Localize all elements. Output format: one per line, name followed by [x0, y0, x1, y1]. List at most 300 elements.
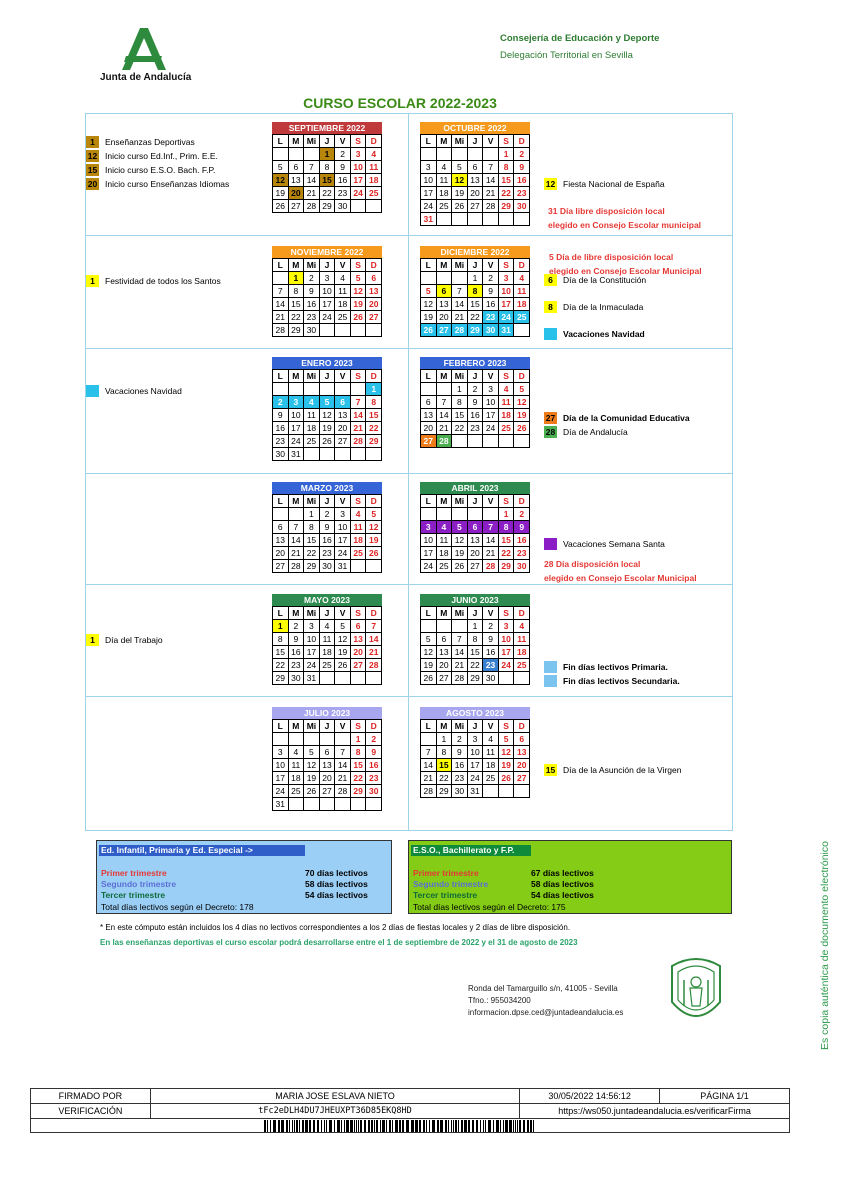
- day-cell: 23: [366, 772, 382, 785]
- day-cell: 31: [273, 798, 289, 811]
- day-cell: 29: [499, 560, 515, 573]
- empty-cell: [335, 672, 351, 685]
- weekday-header: D: [514, 495, 530, 508]
- note-octubre: [548, 204, 701, 232]
- day-cell: 15: [468, 646, 484, 659]
- firmado-label: FIRMADO POR: [31, 1089, 151, 1104]
- barcode-bar: [483, 1120, 484, 1132]
- empty-cell: [499, 435, 515, 448]
- barcode-bar: [513, 1120, 514, 1132]
- weekday-header: J: [468, 370, 484, 383]
- day-cell: 20: [437, 311, 453, 324]
- summary-label: Tercer trimestre: [101, 890, 166, 900]
- month-title: MAYO 2023: [272, 594, 382, 606]
- barcode-bar: [476, 1120, 478, 1132]
- empty-cell: [335, 324, 351, 337]
- day-cell: 8: [273, 633, 289, 646]
- day-cell: 23: [320, 547, 336, 560]
- legend-text: Vacaciones Navidad: [563, 329, 645, 339]
- empty-cell: [437, 148, 453, 161]
- day-cell: 28: [437, 435, 453, 448]
- day-cell: 13: [335, 409, 351, 422]
- day-cell: 22: [452, 422, 468, 435]
- day-cell: 3: [499, 620, 515, 633]
- day-cell: 29: [499, 200, 515, 213]
- day-cell: 27: [335, 435, 351, 448]
- weekday-header: D: [366, 607, 382, 620]
- day-cell: 23: [335, 187, 351, 200]
- day-cell: 17: [421, 547, 437, 560]
- barcode-bar: [423, 1120, 425, 1132]
- day-cell: 12: [421, 646, 437, 659]
- empty-cell: [289, 148, 305, 161]
- logo-text: Junta de Andalucía: [100, 72, 192, 83]
- day-cell: 2: [273, 396, 289, 409]
- day-cell: 20: [351, 646, 367, 659]
- barcode-bar: [305, 1120, 308, 1132]
- day-cell: 5: [335, 620, 351, 633]
- day-cell: 7: [351, 396, 367, 409]
- day-cell: 24: [320, 311, 336, 324]
- empty-cell: [273, 733, 289, 746]
- day-cell: 9: [483, 285, 499, 298]
- day-cell: 9: [289, 633, 305, 646]
- weekday-header: S: [351, 259, 367, 272]
- day-cell: 9: [320, 521, 336, 534]
- weekday-header: Mi: [304, 370, 320, 383]
- day-cell: 12: [452, 534, 468, 547]
- barcode-bar: [519, 1120, 521, 1132]
- day-cell: 29: [273, 672, 289, 685]
- day-cell: 6: [468, 521, 484, 534]
- weekday-header: S: [351, 720, 367, 733]
- day-cell: 23: [514, 547, 530, 560]
- summary-head: E.S.O., Bachillerato y F.P.: [411, 845, 531, 856]
- day-cell: 14: [483, 174, 499, 187]
- address-line: Ronda del Tamarguillo s/n, 41005 - Sevilla: [468, 984, 618, 993]
- pagina: PÁGINA 1/1: [660, 1089, 790, 1104]
- day-cell: 26: [514, 422, 530, 435]
- day-cell: 25: [351, 547, 367, 560]
- day-cell: 31: [335, 560, 351, 573]
- barcode-bar: [278, 1120, 280, 1132]
- day-cell: 17: [351, 174, 367, 187]
- day-cell: 16: [289, 646, 305, 659]
- month-grid: [420, 606, 530, 685]
- empty-cell: [273, 383, 289, 396]
- day-cell: 23: [514, 187, 530, 200]
- day-cell: 10: [499, 633, 515, 646]
- barcode-bar: [337, 1120, 340, 1132]
- empty-cell: [320, 383, 336, 396]
- weekday-header: M: [437, 370, 453, 383]
- month-grid: [420, 369, 530, 448]
- barcode-bar: [458, 1120, 459, 1132]
- day-cell: 5: [320, 396, 336, 409]
- day-cell: 27: [320, 785, 336, 798]
- day-cell: 13: [289, 174, 305, 187]
- day-cell: 10: [421, 174, 437, 187]
- day-cell: 18: [483, 759, 499, 772]
- barcode-bar: [485, 1120, 486, 1132]
- weekday-header: J: [320, 135, 336, 148]
- legend-item: [544, 661, 668, 673]
- day-cell: 17: [483, 409, 499, 422]
- verificacion-label: VERIFICACIÓN: [31, 1104, 151, 1119]
- summary-label: Tercer trimestre: [413, 890, 478, 900]
- day-cell: 17: [421, 187, 437, 200]
- weekday-header: J: [320, 720, 336, 733]
- day-cell: 8: [289, 285, 305, 298]
- legend-item: [86, 385, 182, 397]
- day-cell: 12: [421, 298, 437, 311]
- empty-cell: [366, 200, 382, 213]
- weekday-header: V: [483, 495, 499, 508]
- legend-text: Inicio curso Enseñanzas Idiomas: [105, 179, 230, 189]
- month-title: NOVIEMBRE 2022: [272, 246, 382, 258]
- day-cell: 24: [335, 547, 351, 560]
- empty-cell: [289, 508, 305, 521]
- day-cell: 15: [273, 646, 289, 659]
- day-cell: 1: [273, 620, 289, 633]
- empty-cell: [351, 383, 367, 396]
- weekday-header: J: [468, 259, 484, 272]
- note-line: elegido en Consejo Escolar Municipal: [544, 573, 697, 583]
- day-cell: 29: [437, 785, 453, 798]
- month-title: MARZO 2023: [272, 482, 382, 494]
- day-cell: 27: [468, 200, 484, 213]
- weekday-header: L: [273, 370, 289, 383]
- day-cell: 1: [304, 508, 320, 521]
- barcode-bar: [341, 1120, 342, 1132]
- day-cell: 19: [452, 187, 468, 200]
- vertical-authenticity-text: [819, 841, 833, 1064]
- barcode-bar: [382, 1120, 385, 1132]
- day-cell: 19: [421, 311, 437, 324]
- day-cell: 16: [366, 759, 382, 772]
- weekday-header: J: [468, 607, 484, 620]
- day-cell: 7: [452, 285, 468, 298]
- day-cell: 31: [499, 324, 515, 337]
- day-cell: 21: [273, 311, 289, 324]
- barcode-bar: [505, 1120, 508, 1132]
- day-cell: 6: [421, 396, 437, 409]
- weekday-header: M: [437, 135, 453, 148]
- barcode-bar: [309, 1120, 311, 1132]
- day-cell: 16: [452, 759, 468, 772]
- day-cell: 18: [335, 298, 351, 311]
- empty-cell: [289, 383, 305, 396]
- day-cell: 12: [351, 285, 367, 298]
- empty-cell: [421, 383, 437, 396]
- day-cell: 22: [499, 547, 515, 560]
- day-cell: 19: [366, 534, 382, 547]
- day-cell: 26: [351, 311, 367, 324]
- summary-value: 54 días lectivos: [305, 890, 368, 900]
- barcode-bar: [350, 1120, 353, 1132]
- divider: [85, 696, 733, 697]
- day-cell: 4: [320, 620, 336, 633]
- day-cell: 14: [304, 174, 320, 187]
- day-cell: 2: [514, 148, 530, 161]
- empty-cell: [483, 148, 499, 161]
- day-cell: 9: [452, 746, 468, 759]
- day-cell: 5: [452, 521, 468, 534]
- barcode-bar: [464, 1120, 467, 1132]
- legend-text: Vacaciones Semana Santa: [563, 539, 665, 549]
- day-cell: 1: [499, 508, 515, 521]
- day-cell: 5: [351, 272, 367, 285]
- empty-cell: [304, 383, 320, 396]
- weekday-header: D: [514, 135, 530, 148]
- day-cell: 29: [366, 435, 382, 448]
- day-cell: 28: [483, 560, 499, 573]
- legend-text: Fin días lectivos Primaria.: [563, 662, 668, 672]
- barcode-bar: [386, 1120, 387, 1132]
- legend-item: [86, 634, 163, 646]
- legend-swatch: 15: [87, 165, 98, 175]
- note-line: 31 Día libre disposición local: [548, 206, 665, 216]
- legend-swatch: 1: [86, 275, 99, 287]
- day-cell: 3: [351, 148, 367, 161]
- verificacion-url[interactable]: https://ws050.juntadeandalucia.es/verificarFirma: [520, 1104, 790, 1119]
- day-cell: 21: [452, 311, 468, 324]
- weekday-header: L: [273, 495, 289, 508]
- barcode-bar: [480, 1120, 481, 1132]
- empty-cell: [483, 508, 499, 521]
- divider: [85, 348, 733, 349]
- barcode-bar: [368, 1120, 370, 1132]
- day-cell: 25: [366, 187, 382, 200]
- barcode-bar: [503, 1120, 504, 1132]
- day-cell: 5: [421, 285, 437, 298]
- day-cell: 15: [499, 174, 515, 187]
- empty-cell: [320, 448, 336, 461]
- day-cell: 28: [289, 560, 305, 573]
- legend-text: Día de la Asunción de la Virgen: [563, 765, 682, 775]
- day-cell: 21: [421, 772, 437, 785]
- weekday-header: V: [483, 135, 499, 148]
- weekday-header: S: [351, 135, 367, 148]
- footnote: * En este cómputo están incluidos los 4 días no lectivos correspondientes a los 2 días de fiestas locales y 2 días de libre disposición.: [100, 923, 571, 932]
- empty-cell: [366, 560, 382, 573]
- day-cell: 25: [514, 311, 530, 324]
- day-cell: 22: [437, 772, 453, 785]
- day-cell: 24: [483, 422, 499, 435]
- note-abril: [544, 557, 697, 585]
- day-cell: 7: [483, 521, 499, 534]
- day-cell: 31: [289, 448, 305, 461]
- day-cell: 26: [499, 772, 515, 785]
- day-cell: 10: [468, 746, 484, 759]
- day-cell: 21: [351, 422, 367, 435]
- month-calendar: [420, 707, 530, 798]
- barcode-bar: [296, 1120, 298, 1132]
- day-cell: 9: [335, 161, 351, 174]
- weekday-header: L: [421, 135, 437, 148]
- legend-item: [86, 164, 215, 176]
- barcode-bar: [317, 1120, 319, 1132]
- empty-cell: [366, 672, 382, 685]
- day-cell: 18: [437, 547, 453, 560]
- day-cell: 14: [421, 759, 437, 772]
- day-cell: 4: [335, 272, 351, 285]
- day-cell: 17: [499, 298, 515, 311]
- day-cell: 23: [273, 435, 289, 448]
- day-cell: 10: [304, 633, 320, 646]
- month-calendar: [272, 122, 382, 213]
- note-diciembre: [549, 250, 702, 278]
- day-cell: 27: [514, 772, 530, 785]
- day-cell: 10: [289, 409, 305, 422]
- summary-value: 70 días lectivos: [305, 868, 368, 878]
- empty-cell: [514, 672, 530, 685]
- day-cell: 24: [289, 435, 305, 448]
- day-cell: 20: [320, 772, 336, 785]
- day-cell: 1: [437, 733, 453, 746]
- empty-cell: [468, 148, 484, 161]
- day-cell: 4: [514, 620, 530, 633]
- weekday-header: S: [499, 259, 515, 272]
- barcode-bar: [334, 1120, 335, 1132]
- empty-cell: [273, 148, 289, 161]
- weekday-header: L: [421, 495, 437, 508]
- day-cell: 11: [514, 285, 530, 298]
- weekday-header: D: [366, 259, 382, 272]
- day-cell: 28: [421, 785, 437, 798]
- day-cell: 1: [499, 148, 515, 161]
- barcode-bar: [515, 1120, 516, 1132]
- summary-label: Segundo trimestre: [101, 879, 177, 889]
- legend-item: [544, 328, 645, 340]
- legend-text: Enseñanzas Deportivas: [105, 137, 195, 147]
- note-line: 28 Día disposición local: [544, 559, 641, 569]
- day-cell: 27: [437, 324, 453, 337]
- month-calendar: [272, 246, 382, 337]
- weekday-header: J: [468, 720, 484, 733]
- day-cell: 7: [273, 285, 289, 298]
- day-cell: 3: [320, 272, 336, 285]
- summary-label: Segundo trimestre: [413, 879, 489, 889]
- barcode-bar: [358, 1120, 359, 1132]
- weekday-header: D: [514, 370, 530, 383]
- day-cell: 24: [351, 187, 367, 200]
- legend-text: Vacaciones Navidad: [105, 386, 182, 396]
- day-cell: 6: [351, 620, 367, 633]
- empty-cell: [335, 798, 351, 811]
- barcode-bar: [517, 1120, 518, 1132]
- day-cell: 24: [273, 785, 289, 798]
- weekday-header: V: [335, 607, 351, 620]
- barcode-bar: [286, 1120, 288, 1132]
- barcode-bar: [461, 1120, 463, 1132]
- day-cell: 8: [304, 521, 320, 534]
- weekday-header: J: [320, 607, 336, 620]
- day-cell: 30: [289, 672, 305, 685]
- legend-swatch: 27: [545, 413, 556, 423]
- weekday-header: M: [437, 607, 453, 620]
- day-cell: 20: [437, 659, 453, 672]
- day-cell: 8: [351, 746, 367, 759]
- weekday-header: L: [273, 607, 289, 620]
- barcode-bar: [440, 1120, 443, 1132]
- day-cell: 27: [289, 200, 305, 213]
- page-title: CURSO ESCOLAR 2022-2023: [303, 95, 497, 111]
- day-cell: 9: [468, 396, 484, 409]
- day-cell: 19: [351, 298, 367, 311]
- day-cell: 23: [452, 772, 468, 785]
- weekday-header: Mi: [452, 259, 468, 272]
- day-cell: 3: [304, 620, 320, 633]
- legend-item: [86, 136, 195, 148]
- weekday-header: V: [483, 259, 499, 272]
- legend-text: Día de la Inmaculada: [563, 302, 644, 312]
- note-line: elegido en Consejo Escolar Municipal: [549, 266, 702, 276]
- day-cell: 24: [421, 560, 437, 573]
- day-cell: 8: [499, 161, 515, 174]
- divider: [85, 473, 733, 474]
- day-cell: 14: [366, 633, 382, 646]
- empty-cell: [289, 798, 305, 811]
- day-cell: 6: [437, 285, 453, 298]
- legend-text: Inicio curso E.S.O. Bach. F.P.: [105, 165, 216, 175]
- legend-text: Fiesta Nacional de España: [563, 179, 665, 189]
- month-calendar: [272, 357, 382, 461]
- day-cell: 26: [421, 324, 437, 337]
- day-cell: 25: [335, 311, 351, 324]
- weekday-header: M: [289, 607, 305, 620]
- day-cell: 30: [452, 785, 468, 798]
- day-cell: 24: [421, 200, 437, 213]
- empty-cell: [514, 213, 530, 226]
- day-cell: 5: [304, 746, 320, 759]
- day-cell: 1: [366, 383, 382, 396]
- day-cell: 27: [273, 560, 289, 573]
- day-cell: 10: [483, 396, 499, 409]
- empty-cell: [483, 213, 499, 226]
- day-cell: 23: [468, 422, 484, 435]
- day-cell: 26: [273, 200, 289, 213]
- weekday-header: V: [335, 720, 351, 733]
- weekday-header: D: [514, 607, 530, 620]
- weekday-header: V: [483, 720, 499, 733]
- day-cell: 5: [514, 383, 530, 396]
- day-cell: 1: [452, 383, 468, 396]
- empty-cell: [320, 324, 336, 337]
- day-cell: 17: [499, 646, 515, 659]
- day-cell: 30: [366, 785, 382, 798]
- barcode-bar: [281, 1120, 284, 1132]
- day-cell: 16: [273, 422, 289, 435]
- codigo-verificacion: tFc2eDLH4DU7JHEUXPT36D85EKQ8HD: [150, 1104, 519, 1119]
- day-cell: 16: [483, 646, 499, 659]
- day-cell: 4: [514, 272, 530, 285]
- day-cell: 2: [289, 620, 305, 633]
- legend-swatch: [544, 538, 557, 550]
- weekday-header: S: [351, 607, 367, 620]
- summary-value: 67 días lectivos: [531, 868, 594, 878]
- day-cell: 30: [483, 324, 499, 337]
- firmante: MARIA JOSE ESLAVA NIETO: [150, 1089, 519, 1104]
- empty-cell: [437, 272, 453, 285]
- month-grid: [272, 719, 382, 811]
- weekday-header: Mi: [304, 135, 320, 148]
- weekday-header: L: [421, 607, 437, 620]
- month-title: FEBRERO 2023: [420, 357, 530, 369]
- legend-text: Fin días lectivos Secundaria.: [563, 676, 680, 686]
- day-cell: 5: [273, 161, 289, 174]
- empty-cell: [421, 148, 437, 161]
